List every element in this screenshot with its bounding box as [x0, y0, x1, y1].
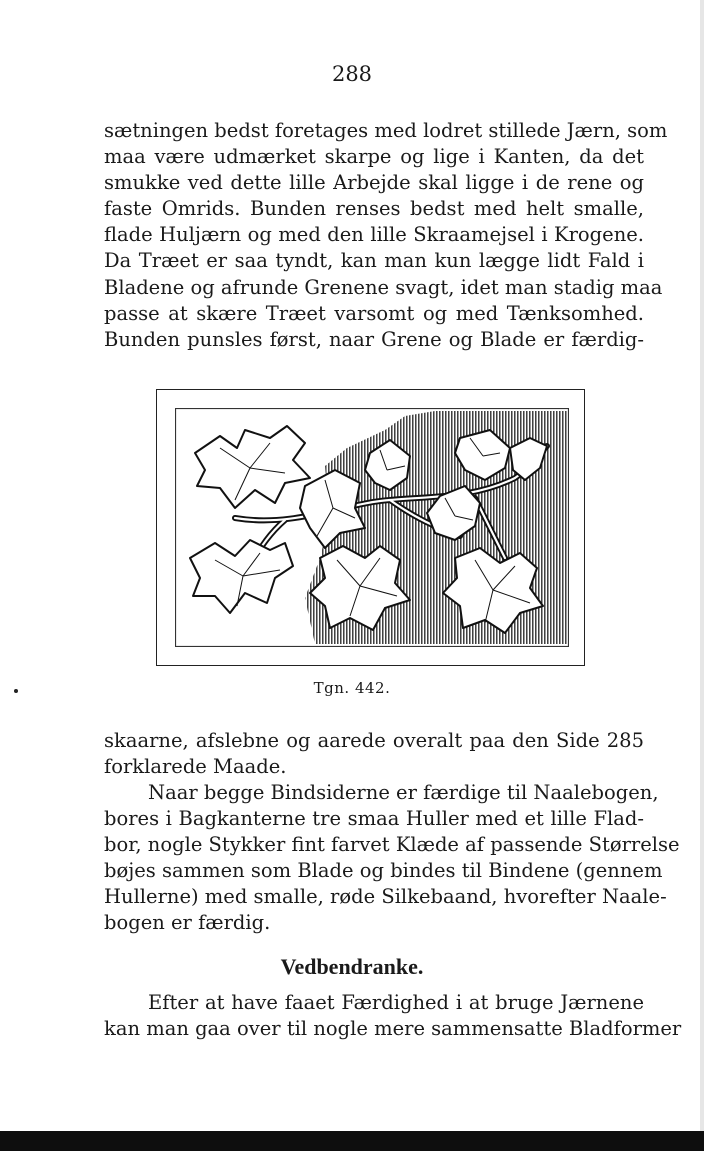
text-line: maa være udmærket skarpe og lige i Kanten, da det: [104, 145, 644, 169]
text-line: bor, nogle Stykker fint farvet Klæde af passende Størrelse: [104, 833, 680, 857]
scan-bottom-border: [0, 1131, 704, 1151]
text-line: flade Huljærn og med den lille Skraamejsel i Krogene.: [104, 223, 644, 247]
text-line: Da Træet er saa tyndt, kan man kun lægge lidt Fald i: [104, 249, 644, 273]
text-line: faste Omrids. Bunden renses bedst med helt smalle,: [104, 197, 644, 221]
paragraph-3: [104, 780, 680, 937]
paragraph-2: [104, 728, 644, 780]
text-line: sætningen bedst foretages med lodret stillede Jærn, som: [104, 119, 668, 142]
text-line: passe at skære Træet varsomt og med Tænksomhed.: [104, 301, 644, 325]
text-line: kan man gaa over til nogle mere sammensatte Bladformer: [104, 1017, 682, 1041]
ivy-illustration: [175, 408, 569, 647]
text-line: Hullerne) med smalle, røde Silkebaand, hvorefter Naale-: [104, 885, 667, 909]
paragraph-4: [104, 990, 682, 1042]
text-line: smukke ved dette lille Arbejde skal ligge i de rene og: [104, 171, 644, 195]
text-line: Naar begge Bindsiderne er færdige til Naalebogen,: [148, 781, 659, 804]
ivy-carving-figure: [156, 389, 585, 666]
text-line: Efter at have faaet Færdighed i at bruge Jærnene: [148, 991, 644, 1014]
text-line: bogen er færdig.: [104, 911, 271, 935]
text-line: Bunden punsles først, naar Grene og Blade er færdig-: [104, 327, 644, 351]
page-number: 288: [331, 62, 373, 86]
text-line: skaarne, afslebne og aarede overalt paa den Side 285: [104, 729, 644, 752]
text-line: Bladene og afrunde Grenene svagt, idet man stadig maa: [104, 275, 663, 299]
figure-caption: Tgn. 442.: [313, 679, 391, 697]
text-line: bøjes sammen som Blade og bindes til Bindene (gennem: [104, 859, 663, 883]
scan-speck: [14, 689, 18, 693]
text-line: forklarede Maade.: [104, 755, 287, 779]
section-heading: Vedbendranke.: [280, 954, 424, 979]
text-line: bores i Bagkanterne tre smaa Huller med et lille Flad-: [104, 807, 644, 831]
paragraph-1: [104, 118, 668, 353]
